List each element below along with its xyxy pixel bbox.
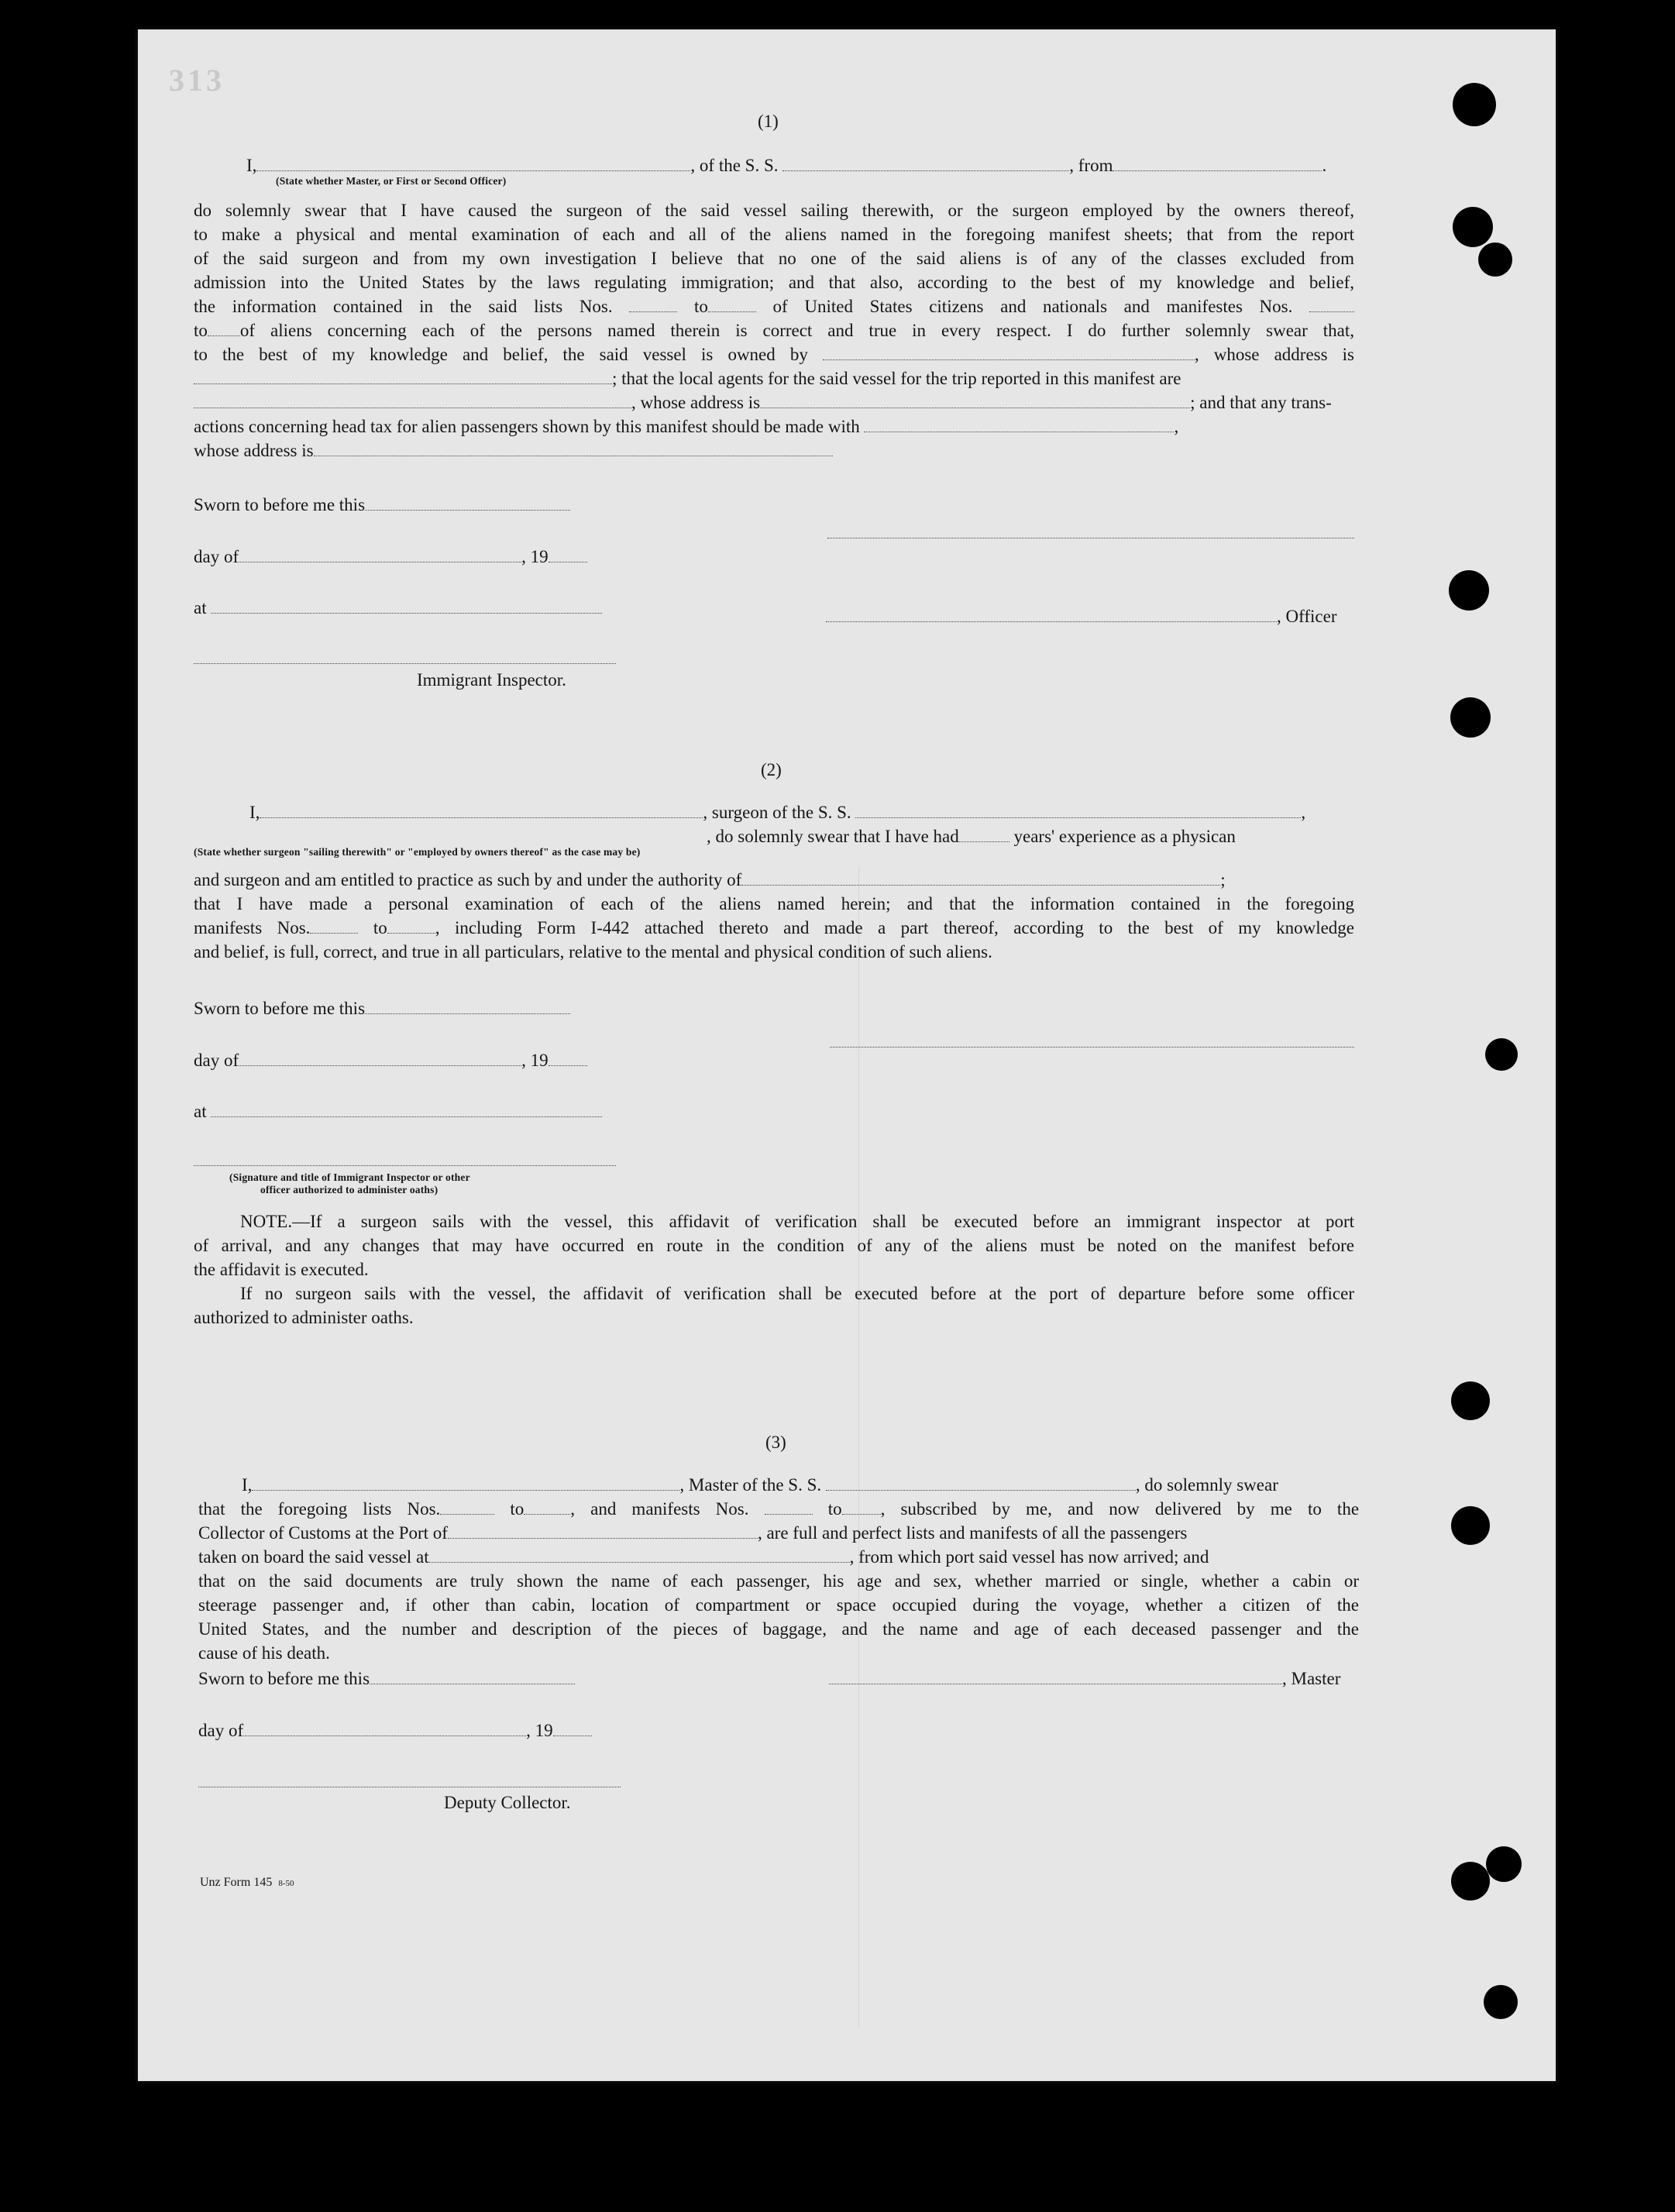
binder-hole (1449, 570, 1489, 611)
lists-to-field[interactable] (708, 296, 756, 312)
s3-sworn-day-field[interactable] (370, 1668, 575, 1684)
s2-month-field[interactable] (239, 1050, 521, 1066)
surgeon-name-field[interactable] (260, 802, 703, 818)
s2-signature-note-1: (Signature and title of Immigrant Inspector or other (229, 1171, 470, 1183)
binder-hole (1453, 207, 1493, 247)
s3-deputy-label: Deputy Collector. (444, 1793, 571, 1812)
s2-day-label: day of , 19 (194, 1048, 587, 1072)
section-3-number: (3) (765, 1433, 786, 1452)
s2-place-field[interactable] (211, 1101, 602, 1117)
s3-day-label: day of , 19 (198, 1718, 592, 1742)
s3-vessel-field[interactable] (826, 1474, 1136, 1491)
s2-sworn-label: Sworn to before me this (194, 996, 570, 1020)
section-1-body: do solemnly swear that I have caused the surgeon of the said vessel sailing therewith, or the surgeon employed by the owners thereof, to make a physical and mental examination of each and all of the aliens named in the foregoing manifest sheets; that from the report of the said surgeon and from my own investigation I believe that no one of the said aliens is of any of the classes excluded from admission into the United States by the laws regulating immigration; and that also, according to the best of my knowledge and belief, the information contained in the said lists Nos. to of United States citizens and nationals and manifestes Nos. to of aliens concerning each of the persons named therein is correct and true in every respect. I do further solemnly swear that, to the best of my knowledge and belief, the said vessel is owned by , whose address is ; that the local agents for the said vessel for the trip reported in this manifest are , whose address is ; and that any trans- actions concerning head tax for alien passengers shown by this manifest should be made with , whose address is (194, 201, 1354, 460)
manifests-to-field[interactable] (208, 320, 240, 336)
s1-officer-field[interactable] (826, 606, 1277, 622)
years-experience-field[interactable] (959, 826, 1009, 842)
s2-inspector-line[interactable] (194, 1165, 616, 1166)
s3-lists-to-field[interactable] (524, 1498, 570, 1515)
binder-hole (1451, 1506, 1490, 1545)
s1-day-label: day of , 19 (194, 545, 587, 569)
s1-sworn-label: Sworn to before me this (194, 493, 570, 517)
binder-hole (1451, 1862, 1490, 1901)
agents-address-field[interactable] (760, 392, 1190, 408)
section-2-number: (2) (761, 760, 782, 779)
s1-officer-line: , Officer (826, 604, 1336, 628)
s3-year-field[interactable] (553, 1720, 592, 1736)
binder-hole (1485, 1038, 1518, 1071)
manifests-from-field[interactable] (1309, 296, 1354, 312)
officer-rank-note: (State whether Master, or First or Second Officer) (276, 175, 507, 187)
s2-year-field[interactable] (549, 1050, 587, 1066)
ghost-stamp: 313 (169, 63, 225, 98)
officer-rank-field[interactable] (256, 155, 690, 171)
s1-at-label: at (194, 596, 602, 620)
s1-sworn-day-field[interactable] (365, 494, 570, 511)
binder-hole (1478, 243, 1512, 277)
from-port-field[interactable] (1113, 155, 1322, 171)
binder-hole (1450, 697, 1491, 738)
s3-master-line: , Master (829, 1667, 1340, 1691)
surgeon-type-note: (State whether surgeon "sailing therewith" or "employed by owners thereof" as the case may be) (194, 846, 641, 858)
section-2-body-2: and surgeon and am entitled to practice as such by and under the authority of ; that I have made a personal examination of each of the aliens named herein; and that the information contained in the foregoing manifests Nos. to , including Form I-442 attached thereto and made a part thereof, according to the best of my knowledge and belief, is full, correct, and true in all particulars, relative to the mental and physical condition of such aliens. (194, 870, 1354, 962)
section-1-number: (1) (758, 112, 779, 131)
s1-place-field[interactable] (211, 597, 602, 614)
s2-manifests-from-field[interactable] (310, 917, 358, 934)
s2-manifests-to-field[interactable] (387, 917, 435, 934)
note-paragraph: NOTE.—If a surgeon sails with the vessel, this affidavit of verification shall be executed before an immigrant inspector at port of arrival, and any changes that may have occurred en route in the condition of any of the aliens must be noted on the manifest before the affidavit is executed. If no surgeon sails with the vessel, the affidavit of verification shall be executed before at the port of departure before some officer authorized to administer oaths. (194, 1212, 1354, 1327)
section-1-oath: I, , of the S. S. , from . (246, 156, 1327, 175)
binder-hole (1486, 1846, 1522, 1882)
s3-month-field[interactable] (243, 1720, 526, 1736)
departure-port-field[interactable] (429, 1546, 850, 1563)
s2-signature-line[interactable] (830, 1047, 1354, 1048)
page-fold (858, 866, 859, 2028)
s2-vessel-field[interactable] (855, 802, 1301, 818)
s3-lists-from-field[interactable] (440, 1498, 494, 1515)
section-2-body: I, , surgeon of the S. S. , , do solemnly swear that I have had years' experience as a physican (249, 803, 1306, 846)
local-agents-field[interactable] (194, 392, 631, 408)
s2-sworn-day-field[interactable] (365, 998, 570, 1014)
head-tax-contact-field[interactable] (864, 416, 1174, 432)
practice-authority-field[interactable] (741, 869, 1220, 886)
section-3-body: I, , Master of the S. S. , do solemnly swear that the foregoing lists Nos. to , and manifests Nos. to , subscribed by me, and now delivered by me to the Collector of Customs at the Port of , are full and perfect lists and manifests of all the passengers taken on board the said vessel at , from which port said vessel has now arrived; and that on the said documents are truly shown the name of each passenger, his age and sex, whether married or single, whether a cabin or steerage passenger and, if other than cabin, location of compartment or space occupied during the voyage, whether a citizen of the United States, and the number and description of the pieces of baggage, and the name and age of each deceased passenger and the cause of his death. (198, 1475, 1359, 1663)
s3-sworn-label: Sworn to before me this (198, 1667, 575, 1691)
binder-hole (1484, 1985, 1518, 2019)
s2-signature-note-2: officer authorized to administer oaths) (260, 1184, 439, 1195)
owner-field[interactable] (823, 344, 1195, 360)
binder-hole (1451, 1381, 1490, 1420)
form-id: Unz Form 145 8-50 (200, 1876, 294, 1889)
collector-port-field[interactable] (448, 1522, 758, 1539)
s1-inspector-label: Immigrant Inspector. (417, 670, 566, 690)
s1-year-field[interactable] (549, 546, 587, 562)
s1-inspector-line[interactable] (194, 663, 616, 664)
s1-month-field[interactable] (239, 546, 521, 562)
s2-at-label: at (194, 1099, 602, 1123)
document-page (138, 29, 1556, 2081)
binder-hole (1453, 83, 1496, 126)
master-name-field[interactable] (252, 1474, 679, 1491)
vessel-name-field[interactable] (782, 155, 1069, 171)
owner-address-field[interactable] (194, 368, 612, 384)
lists-from-field[interactable] (629, 296, 677, 312)
head-tax-address-field[interactable] (314, 440, 833, 456)
s3-manifests-to-field[interactable] (842, 1498, 881, 1515)
s3-manifests-from-field[interactable] (765, 1498, 813, 1515)
s3-master-field[interactable] (829, 1668, 1282, 1684)
